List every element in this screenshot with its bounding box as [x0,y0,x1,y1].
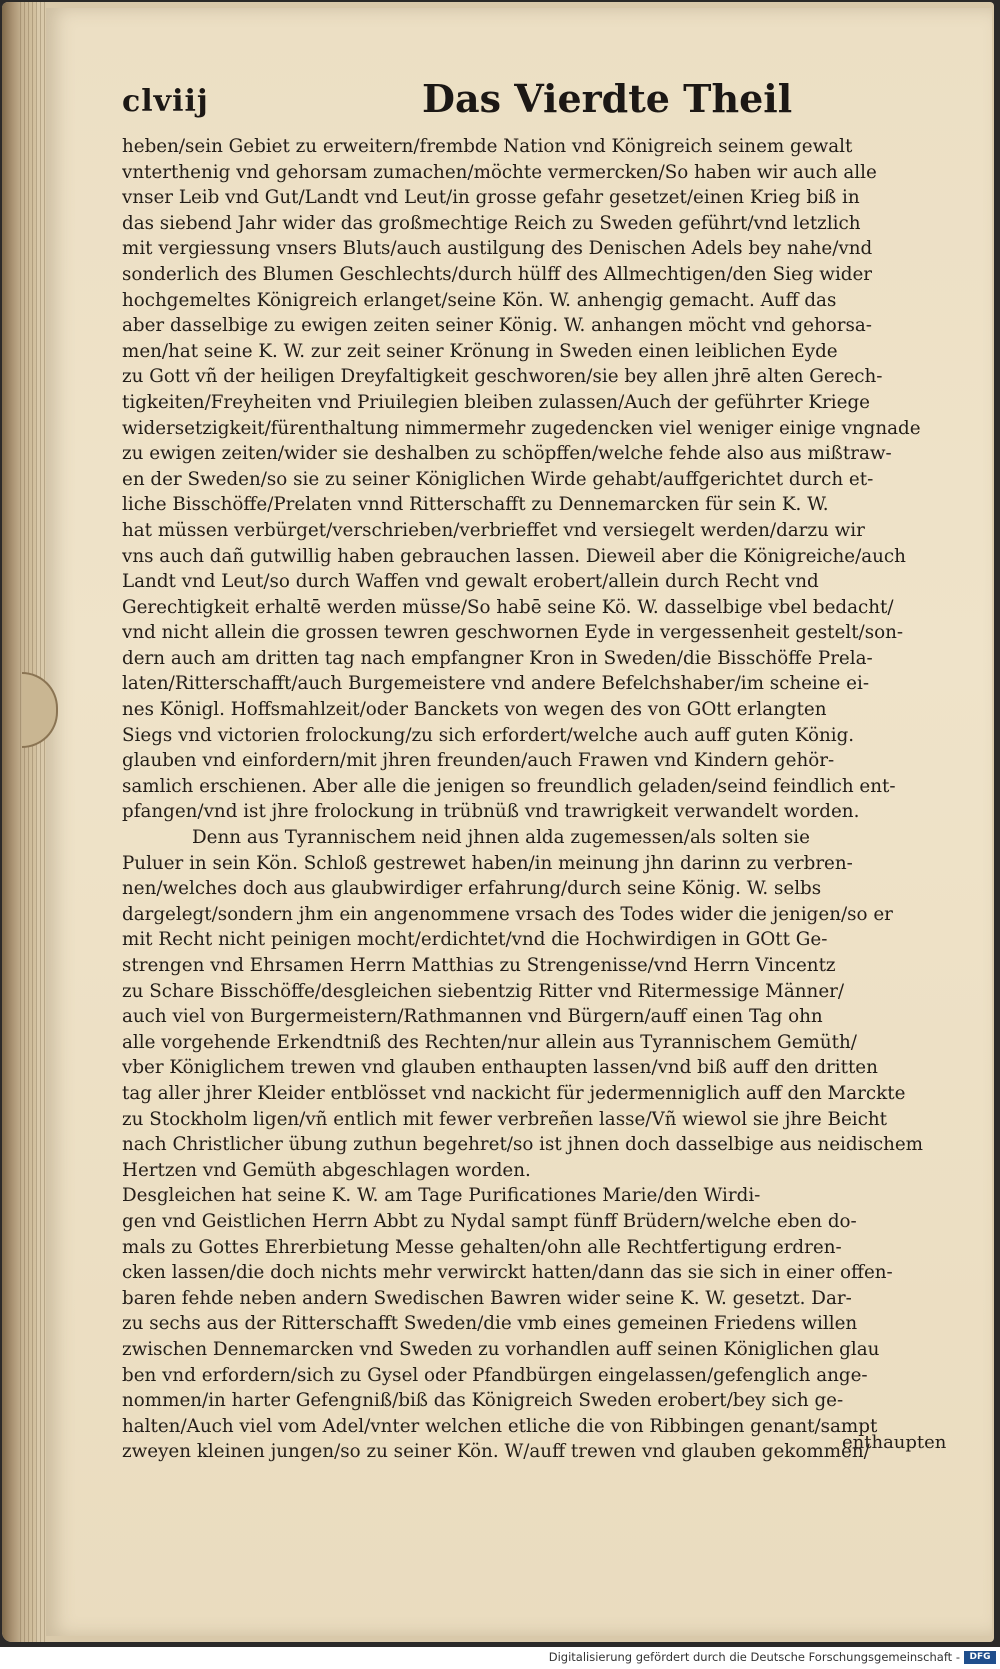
text-line: vber Königlichem trewen vnd glauben enthaupten lassen/vnd biß auff den dritten [122,1057,878,1079]
text-line: widersetzigkeit/fürenthaltung nimmermehr zugedencken viel weniger einige vngnade [122,417,921,439]
text-line: heben/sein Gebiet zu erweitern/frembde Nation vnd Königreich seinem gewalt [122,136,853,157]
text-line: auch viel von Burgermeistern/Rathmannen vnd Bürgern/auff einen Tag ohn [122,1006,823,1028]
book-block [2,2,994,1642]
dfg-logo: DFG [964,1651,996,1664]
folio-number: clviij [122,84,209,119]
text-line: nach Christlicher übung zuthun begehret/so ist jhnen doch dasselbige aus neidischem [122,1134,924,1156]
text-line: halten/Auch viel vom Adel/vnter welchen etliche die von Ribbingen genant/sampt [122,1415,878,1437]
text-line: nen/welches doch aus glaubwirdiger erfahrung/durch seine König. W. selbs [122,878,822,900]
body-text [122,134,972,1465]
footer-bar [0,1647,1000,1669]
text-line: sonderlich des Blumen Geschlechts/durch hülff des Allmechtigen/den Sieg wider [122,263,873,285]
text-line: zu Stockholm ligen/vñ entlich mit fewer verbreñen lasse/Vñ wiewol sie jhre Beicht [122,1108,887,1130]
text-line: aber dasselbige zu ewigen zeiten seiner König. W. anhangen möcht vnd gehorsa- [122,315,872,337]
text-line: Gerechtigkeit erhaltē werden müsse/So habē seine Kö. W. dasselbige vbel bedacht/ [122,596,894,618]
text-line: vns auch dañ gutwillig haben gebrauchen lassen. Dieweil aber die Königreiche/auch [122,545,906,567]
text-line: tigkeiten/Freyheiten vnd Priuilegien bleiben zulassen/Auch der geführter Kriege [122,391,870,413]
text-line: zwischen Dennemarcken vnd Sweden zu vorhandlen auff seinen Königlichen glau [122,1338,880,1360]
text-line: Desgleichen hat seine K. W. am Tage Purificationes Marie/den Wirdi- [122,1185,761,1207]
text-line: dargelegt/sondern jhm ein angenommene vrsach des Todes wider die jenigen/so er [122,903,893,925]
text-line: baren fehde neben andern Swedischen Bawren wider seine K. W. gesetzt. Dar- [122,1287,852,1309]
text-line: samlich erschienen. Aber alle die jenigen so freundlich geladen/seind feindlich ent- [122,775,896,797]
text-line: mit vergiessung vnsers Bluts/auch austilgung des Denischen Adels bey nahe/vnd [122,238,873,260]
text-line: ben vnd erfordern/sich zu Gysel oder Pfandbürgen eingelassen/gefenglich ange- [122,1364,868,1386]
page-header [122,76,922,136]
text-line: hochgemeltes Königreich erlanget/seine Kön. W. anhengig gemacht. Auff das [122,289,837,311]
text-line: Puluer in sein Kön. Schloß gestrewet haben/in meinung jhn darinn zu verbren- [122,852,853,874]
text-line: hat müssen verbürget/verschrieben/verbrieffet vnd versiegelt werden/darzu wir [122,519,865,541]
text-line: strengen vnd Ehrsamen Herrn Matthias zu Strengenisse/vnd Herrn Vincentz [122,955,836,976]
text-line: nes Königl. Hoffsmahlzeit/oder Banckets von wegen des von GOtt erlangten [122,699,827,721]
text-line: vnterthenig vnd gehorsam zumachen/möchte vermercken/So haben wir auch alle [122,161,877,183]
catchword: enthaupten [842,1432,947,1453]
text-line: glauben vnd einfordern/mit jhren freunden/auch Frawen vnd Kindern gehör- [122,750,835,772]
text-line: vnser Leib vnd Gut/Landt vnd Leut/in grosse gefahr gesetzet/einen Krieg biß in [122,187,860,209]
text-line: Landt vnd Leut/so durch Waffen vnd gewalt erobert/allein durch Recht vnd [122,571,819,593]
funding-credit: Digitalisierung gefördert durch die Deutsche Forschungsgemeinschaft - [548,1650,960,1664]
text-line: das siebend Jahr wider das großmechtige Reich zu Sweden geführt/vnd letzlich [122,212,861,234]
text-line: mit Recht nicht peinigen mocht/erdichtet/vnd die Hochwirdigen in GOtt Ge- [122,929,828,951]
text-line: zu ewigen zeiten/wider sie deshalben zu schöpffen/welche fehde also aus mißtraw- [122,443,892,465]
text-line: alle vorgehende Erkendtniß des Rechten/nur allein aus Tyrannischem Gemüth/ [122,1031,857,1053]
text-line: gen vnd Geistlichen Herrn Abbt zu Nydal sampt fünff Brüdern/welche eben do- [122,1210,857,1232]
text-line: pfangen/vnd ist jhre frolockung in trübnüß vnd trawrigkeit verwandelt worden. [122,801,860,823]
text-line: dern auch am dritten tag nach empfangner Kron in Sweden/die Bisschöffe Prela- [122,647,873,669]
text-line: laten/Ritterschafft/auch Burgemeistere vnd andere Befelchshaber/im scheine ei- [122,673,870,695]
running-title: Das Vierdte Theil [422,76,793,121]
text-line: Hertzen vnd Gemüth abgeschlagen worden. [122,1159,531,1181]
text-line: tag aller jhrer Kleider entblösset vnd nackicht für jedermenniglich auff den Marckte [122,1082,906,1104]
text-line: Siegs vnd victorien frolockung/zu sich erfordert/welche auch auff guten König. [122,724,855,746]
text-line: liche Bisschöffe/Prelaten vnnd Ritterschafft zu Dennemarcken für sein K. W. [122,494,829,516]
text-line: zu sechs aus der Ritterschafft Sweden/die vmb eines gemeinen Friedens willen [122,1313,858,1335]
text-line: mals zu Gottes Ehrerbietung Messe gehalten/ohn alle Rechtfertigung erdren- [122,1236,842,1258]
text-line: zu Gott vñ der heiligen Dreyfaltigkeit geschworen/sie bey allen jhrē alten Gerech- [122,366,883,388]
text-line: Denn aus Tyrannischem neid jhnen alda zugemessen/als solten sie [192,827,810,849]
text-line: vnd nicht allein die grossen tewren geschwornen Eyde in vergessenheit gestelt/son- [122,622,904,644]
page-edge-lines [20,2,46,1642]
text-line: zweyen kleinen jungen/so zu seiner Kön. W/auff trewen vnd glauben gekommen/ [122,1441,870,1463]
text-line: en der Sweden/so sie zu seiner Königlichen Wirde gehabt/auffgerichtet durch et- [122,468,874,490]
text-line: zu Schare Bisschöffe/desgleichen siebentzig Ritter vnd Ritermessige Männer/ [122,980,845,1002]
text-line: cken lassen/die doch nichts mehr verwirckt hatten/dann das sie sich in einer offen- [122,1262,893,1284]
text-line: nommen/in harter Gefengniß/biß das Königreich Sweden erobert/bey sich ge- [122,1390,844,1412]
text-line: men/hat seine K. W. zur zeit seiner Krönung in Sweden einen leiblichen Eyde [122,340,838,362]
